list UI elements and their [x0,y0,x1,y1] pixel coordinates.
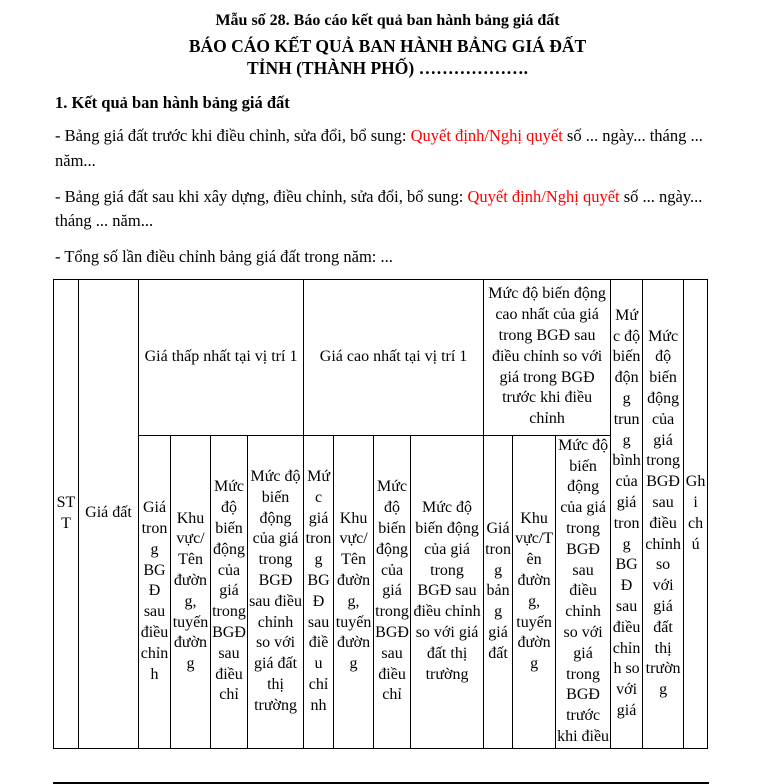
paragraph-text: số ... ngày... tháng ... năm... [55,186,703,231]
report-subtitle: TỈNH (THÀNH PHỐ) ………………. [247,58,528,78]
paragraph-after-adjustment [55,185,720,235]
subcol-max-change-vs-previous: Mức độ biến động của giá trong BGĐ sau điều chỉnh so với giá trong BGĐ trước khi điều [556,435,611,748]
land-price-table [53,279,708,749]
paragraph-total-adjustments [55,245,720,270]
subcol-low-price-in-adjusted-table: Giá trong BGĐ sau điều chỉnh [139,435,171,748]
paragraph-text: - Tổng số lần điều chỉnh bảng giá đất trong năm: ... [55,247,393,266]
paragraph-before-adjustment [55,124,720,174]
group-header-max-change: Mức độ biến động cao nhất của giá trong BGĐ sau điều chỉnh so với giá trong BGĐ trước khi điều chỉnh [484,279,611,435]
subcol-high-change-vs-market: Mức độ biến động của giá trong BGĐ sau điều chỉnh so với giá đất thị trường [411,435,484,748]
col-header-gia-dat: Giá đất [79,279,139,748]
subcol-max-price-in-table: Giá trong bảng giá đất [484,435,513,748]
col-header-market-change: Mức độ biến động của giá trong BGĐ sau điều chỉnh so với giá đất thị trường [643,279,684,748]
group-header-highest-price-position1: Giá cao nhất tại vị trí 1 [304,279,484,435]
report-title: BÁO CÁO KẾT QUẢ BAN HÀNH BẢNG GIÁ ĐẤT [188,36,587,56]
form-label: Mẫu số 28. Báo cáo kết quả ban hành bảng giá đất [215,12,560,29]
group-header-lowest-price-position1: Giá thấp nhất tại vị trí 1 [139,279,304,435]
subcol-high-change-vs-previous: Mức độ biến động của giá trong BGĐ sau điều chỉ [374,435,411,748]
subcol-high-price-in-adjusted-table: Mức giá trong BGĐ sau điều chỉnh [304,435,334,748]
subcol-low-change-vs-previous: Mức độ biến động của giá trong BGĐ sau điều chỉ [211,435,248,748]
col-header-note: Ghi chú [684,279,708,748]
col-header-stt: STT [54,279,79,748]
subcol-high-area-street: Khu vực/Tên đường, tuyến đường [334,435,374,748]
subcol-max-area-street: Khu vực/Tên đường, tuyến đường [513,435,556,748]
subcol-low-change-vs-market: Mức độ biến động của giá trong BGĐ sau điều chỉnh so với giá đất thị trường [248,435,304,748]
paragraph-text: - Bảng giá đất sau khi xây dựng, điều chỉnh, sửa đổi, bổ sung: [55,186,468,206]
paragraph-text: - Bảng giá đất trước khi điều chỉnh, sửa đổi, bổ sung: [55,126,411,145]
land-price-table-container [53,279,709,784]
subcol-low-area-street: Khu vực/Tên đường, tuyến đường [171,435,211,748]
decision-type-highlight: Quyết định/Nghị quyết [410,126,563,145]
decision-type-highlight: Quyết định/Nghị quyết [467,186,620,206]
col-header-average-change: Mức độ biến động trung bình của giá trong BGĐ sau điều chỉnh so với giá [611,279,643,748]
paragraph-text: số ... ngày... tháng ... năm... [55,126,703,170]
section-1-heading: 1. Kết quả ban hành bảng giá đất [55,93,290,112]
